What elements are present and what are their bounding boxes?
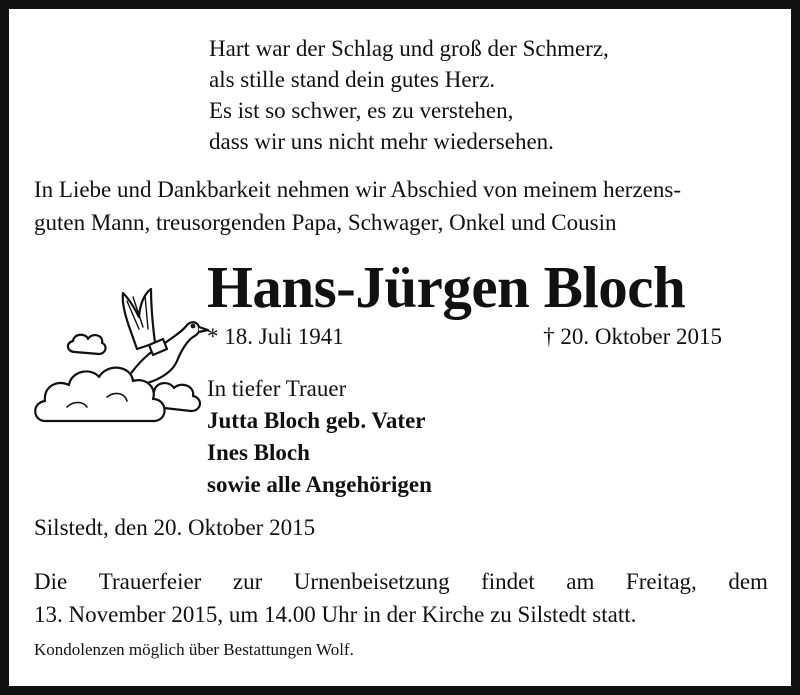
mourner-name: sowie alle Angehörigen bbox=[207, 472, 432, 497]
mourner-name: Ines Bloch bbox=[207, 440, 310, 465]
funeral-word: am bbox=[566, 569, 595, 594]
farewell-line: In Liebe und Dankbarkeit nehmen wir Abschied von meinem herzens- bbox=[34, 177, 681, 202]
mourner-name: Jutta Bloch geb. Vater bbox=[207, 408, 426, 433]
funeral-word: Urnenbeisetzung bbox=[293, 569, 450, 594]
deceased-name: Hans-Jürgen Bloch bbox=[207, 254, 686, 320]
funeral-word: Trauerfeier bbox=[98, 569, 202, 594]
funeral-word: zur bbox=[232, 569, 263, 594]
birth-date: * 18. Juli 1941 bbox=[207, 324, 344, 349]
funeral-notice bbox=[34, 570, 768, 626]
funeral-word: Die bbox=[34, 569, 68, 594]
funeral-word: Freitag, bbox=[625, 569, 697, 594]
funeral-line-1 bbox=[34, 570, 768, 603]
place-date: Silstedt, den 20. Oktober 2015 bbox=[34, 515, 316, 540]
dove-with-clouds-icon bbox=[27, 279, 212, 439]
funeral-word: dem bbox=[728, 569, 768, 594]
poem-line: dass wir uns nicht mehr wiedersehen. bbox=[209, 129, 554, 154]
poem bbox=[209, 37, 609, 161]
mourners bbox=[207, 377, 432, 505]
mourners-heading: In tiefer Trauer bbox=[207, 376, 347, 401]
farewell-text bbox=[34, 178, 681, 244]
funeral-line-2: 13. November 2015, um 14.00 Uhr in der Kirche zu Silstedt statt. bbox=[34, 602, 637, 627]
death-date: † 20. Oktober 2015 bbox=[543, 324, 722, 349]
funeral-word: findet bbox=[481, 569, 535, 594]
poem-line: Hart war der Schlag und groß der Schmerz, bbox=[209, 36, 609, 61]
condolences-note: Kondolenzen möglich über Bestattungen Wolf. bbox=[34, 640, 354, 659]
poem-line: Es ist so schwer, es zu verstehen, bbox=[209, 98, 514, 123]
poem-line: als stille stand dein gutes Herz. bbox=[209, 67, 496, 92]
farewell-line: guten Mann, treusorgenden Papa, Schwager, Onkel und Cousin bbox=[34, 210, 617, 235]
